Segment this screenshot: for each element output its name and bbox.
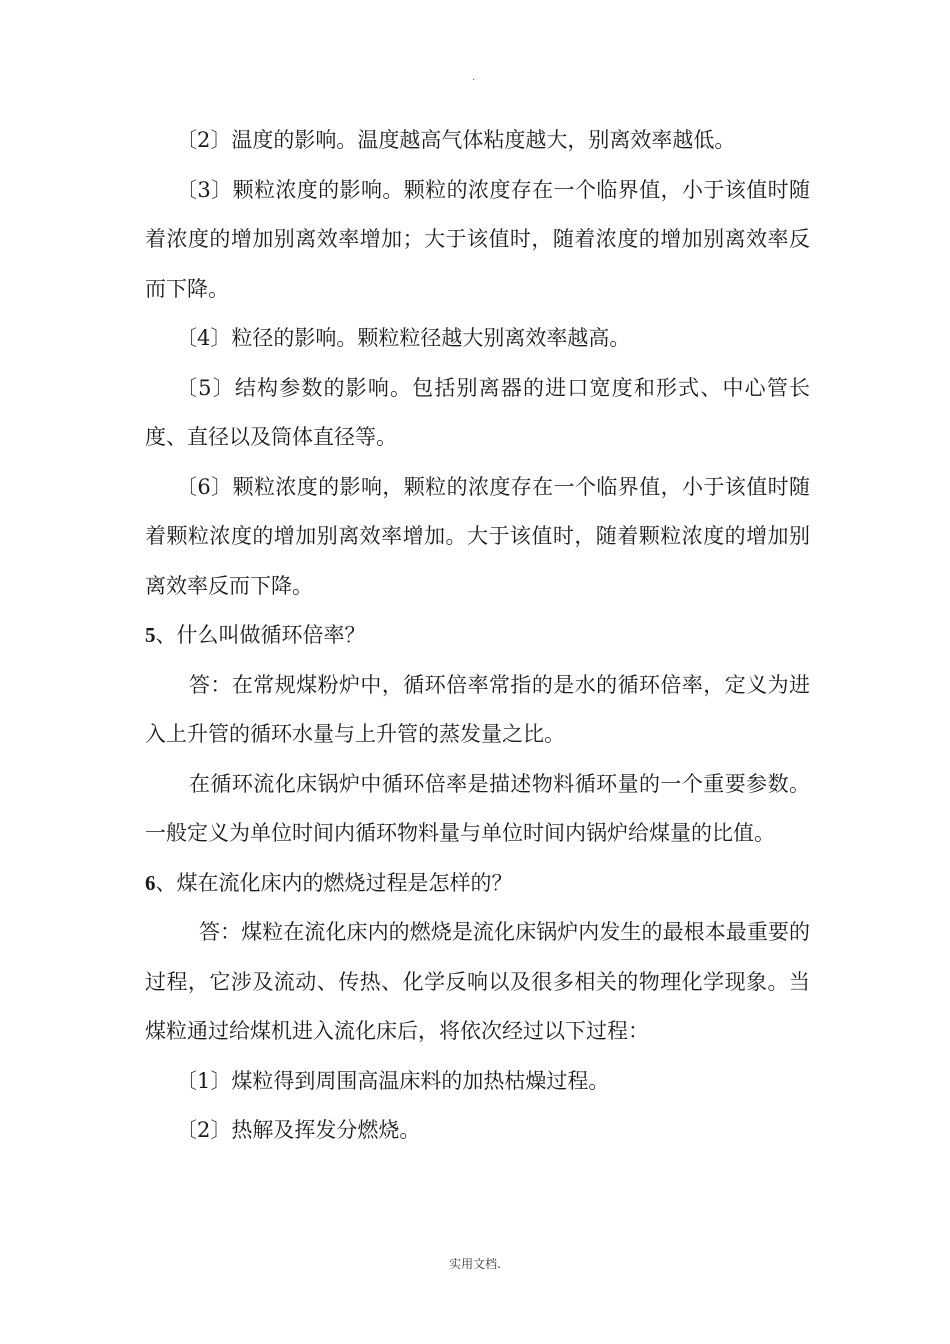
paragraph-structure-params: 〔5〕结构参数的影响。包括别离器的进口宽度和形式、中心管长度、直径以及筒体直径等。 <box>145 375 810 449</box>
answer-6-item-1: 〔1〕煤粒得到周围高温床料的加热枯燥过程。 <box>176 1068 610 1093</box>
document-body <box>145 116 810 1156</box>
paragraph-particle-concentration: 〔3〕颗粒浓度的影响。颗粒的浓度存在一个临界值，小于该值时随着浓度的增加别离效率增加；大于该值时，随着浓度的增加别离效率反而下降。 <box>145 177 810 301</box>
question-6-number: 6 <box>145 870 156 895</box>
question-6-heading <box>145 859 810 909</box>
answer-6-paragraph-1: 答：煤粒在流化床内的燃烧是流化床锅炉内发生的最根本最重要的过程，它涉及流动、传热、化学反响以及很多相关的物理化学现象。当煤粒通过给煤机进入流化床后，将依次经过以下过程： <box>145 920 810 1043</box>
paragraph-temperature: 〔2〕温度的影响。温度越高气体粘度越大，别离效率越低。 <box>176 128 736 152</box>
paragraph-particle-size: 〔4〕粒径的影响。颗粒粒径越大别离效率越高。 <box>176 326 631 350</box>
header-mark: . <box>472 72 476 83</box>
question-5-text: 、什么叫做循环倍率？ <box>155 623 366 647</box>
question-6-text: 、煤在流化床内的燃烧过程是怎样的？ <box>155 870 513 895</box>
question-5-number: 5 <box>145 623 156 647</box>
answer-6-item-2: 〔2〕热解及挥发分燃烧。 <box>176 1118 421 1142</box>
page-footer: 实用文档. <box>449 1257 501 1271</box>
answer-5-paragraph-1: 答：在常规煤粉炉中，循环倍率常指的是水的循环倍率，定义为进入上升管的循环水量与上升管的蒸发量之比。 <box>145 672 810 746</box>
question-5-heading <box>145 611 810 661</box>
paragraph-particle-concentration-2: 〔6〕颗粒浓度的影响，颗粒的浓度存在一个临界值，小于该值时随着颗粒浓度的增加别离效率增加。大于该值时，随着颗粒浓度的增加别离效率反而下降。 <box>145 474 810 598</box>
answer-5-paragraph-2: 在循环流化床锅炉中循环倍率是描述物料循环量的一个重要参数。一般定义为单位时间内循环物料量与单位时间内锅炉给煤量的比值。 <box>145 771 810 845</box>
